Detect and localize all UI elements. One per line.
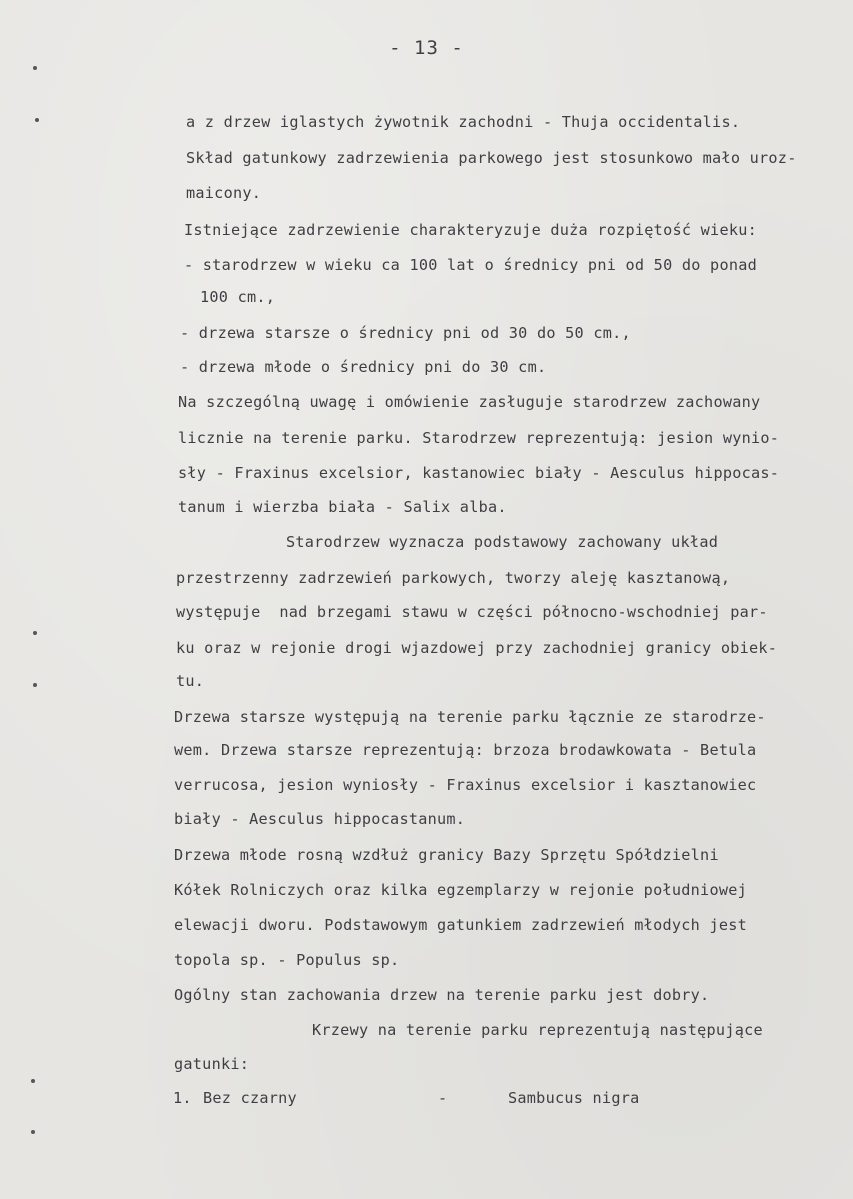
text-line: tanum i wierzba biała - Salix alba. xyxy=(178,498,507,516)
punch-mark xyxy=(35,118,39,122)
text-line: verrucosa, jesion wyniosły - Fraxinus excelsior i kasztanowiec xyxy=(174,776,757,794)
text-line: sły - Fraxinus excelsior, kastanowiec biały - Aesculus hippocas- xyxy=(178,464,780,482)
text-line: a z drzew iglastych żywotnik zachodni - Thuja occidentalis. xyxy=(186,113,741,131)
list-line: - drzewa młode o średnicy pni do 30 cm. xyxy=(180,358,547,376)
text-line: Skład gatunkowy zadrzewienia parkowego jest stosunkowo mało uroz- xyxy=(186,149,797,167)
punch-mark xyxy=(33,66,37,70)
text-line: gatunki: xyxy=(174,1055,250,1073)
list-line-continuation: 100 cm., xyxy=(200,288,276,306)
punch-mark xyxy=(31,1079,35,1083)
punch-mark xyxy=(31,1130,35,1134)
list-line: - drzewa starsze o średnicy pni od 30 do 50 cm., xyxy=(180,324,631,342)
text-line: wem. Drzewa starsze reprezentują: brzoza brodawkowata - Betula xyxy=(174,741,757,759)
text-line: Istniejące zadrzewienie charakteryzuje duża rozpiętość wieku: xyxy=(184,221,758,239)
text-line: Kółek Rolniczych oraz kilka egzemplarzy w rejonie południowej xyxy=(174,881,748,899)
species-latin-name: Sambucus nigra xyxy=(508,1089,640,1107)
list-line: - starodrzew w wieku ca 100 lat o średnicy pni od 50 do ponad xyxy=(184,256,758,274)
species-common-name: Bez czarny xyxy=(203,1089,297,1107)
text-line: Drzewa młode rosną wzdłuż granicy Bazy Sprzętu Spółdzielni xyxy=(174,846,719,864)
text-line: topola sp. - Populus sp. xyxy=(174,951,400,969)
punch-mark xyxy=(33,631,37,635)
text-line: ku oraz w rejonie drogi wjazdowej przy zachodniej granicy obiek- xyxy=(176,639,778,657)
paragraph-first-line: Starodrzew wyznacza podstawowy zachowany układ xyxy=(286,533,719,551)
paragraph-first-line: Krzewy na terenie parku reprezentują następujące xyxy=(312,1021,763,1039)
text-line: przestrzenny zadrzewień parkowych, tworzy aleję kasztanową, xyxy=(176,569,731,587)
text-line: tu. xyxy=(176,672,205,690)
species-dash: - xyxy=(438,1089,448,1107)
species-number: 1. xyxy=(173,1089,192,1107)
text-line: licznie na terenie parku. Starodrzew reprezentują: jesion wynio- xyxy=(178,429,780,447)
text-line: Na szczególną uwagę i omówienie zasługuje starodrzew zachowany xyxy=(178,393,761,411)
text-line: Ogólny stan zachowania drzew na terenie parku jest dobry. xyxy=(174,986,710,1004)
text-line: biały - Aesculus hippocastanum. xyxy=(174,810,466,828)
punch-mark xyxy=(33,683,37,687)
text-line: elewacji dworu. Podstawowym gatunkiem zadrzewień młodych jest xyxy=(174,916,748,934)
page-number: - 13 - xyxy=(389,37,464,59)
text-line: Drzewa starsze występują na terenie parku łącznie ze starodrze- xyxy=(174,708,766,726)
text-line: maicony. xyxy=(186,184,262,202)
text-line: występuje nad brzegami stawu w części północno-wschodniej par- xyxy=(176,603,768,621)
